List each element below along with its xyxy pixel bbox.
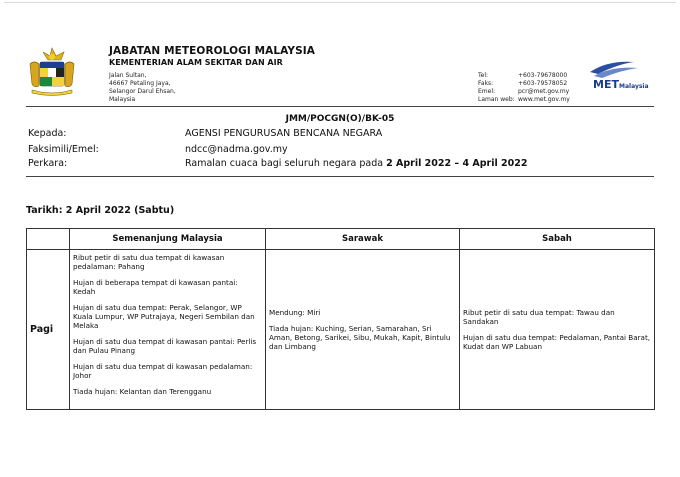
ministry-name: KEMENTERIAN ALAM SEKITAR DAN AIR	[109, 58, 283, 67]
contact-value: www.met.gov.my	[518, 96, 570, 103]
logo-text: MET	[593, 78, 619, 91]
to-value: AGENSI PENGURUSAN BENCANA NEGARA	[185, 128, 383, 139]
met-malaysia-logo-icon	[588, 58, 654, 92]
contact-key: Laman web:	[478, 96, 515, 103]
subject-value	[185, 158, 527, 169]
fax-value: ndcc@nadma.gov.my	[185, 144, 288, 155]
contact-row	[478, 88, 570, 96]
forecast-entry: Tiada hujan: Kelantan dan Terengganu	[73, 387, 212, 396]
forecast-entry: Hujan di satu dua tempat di kawasan pantai: Perlis dan Pulau Pinang	[73, 337, 257, 355]
to-label: Kepada:	[28, 128, 67, 139]
page-edge	[4, 2, 676, 3]
contact-key: Faks:	[478, 80, 494, 87]
table-row	[27, 250, 655, 410]
address-line: Selangor Darul Ehsan,	[109, 88, 176, 95]
subject-text: Ramalan cuaca bagi seluruh negara pada	[185, 158, 387, 169]
contact-value: pcr@met.gov.my	[518, 88, 570, 95]
address-line: 46667 Petaling Jaya,	[109, 80, 171, 87]
sabah-cell	[460, 250, 655, 410]
forecast-entry: Mendung: Miri	[269, 308, 321, 317]
column-header: Semenanjung Malaysia	[70, 229, 266, 250]
forecast-table	[26, 228, 655, 410]
table-header-row	[27, 229, 655, 250]
row-label: Pagi	[27, 250, 70, 410]
forecast-date: Tarikh: 2 April 2022 (Sabtu)	[26, 205, 175, 216]
subject-date-range: 2 April 2022 – 4 April 2022	[386, 158, 528, 169]
forecast-entry: Ribut petir di satu dua tempat: Tawau dan Sandakan	[463, 308, 615, 326]
sarawak-cell	[266, 250, 460, 410]
fax-label: Faksimili/Emel:	[28, 144, 99, 155]
contact-key: Tel:	[478, 72, 489, 79]
subject-label: Perkara:	[28, 158, 68, 169]
contact-row	[478, 80, 570, 88]
address-line: Jalan Sultan,	[109, 72, 147, 79]
reference-number: JMM/POCGN(O)/BK-05	[285, 114, 395, 124]
coat-of-arms-icon	[26, 46, 78, 98]
forecast-entry: Hujan di satu dua tempat: Perak, Selangor, WP Kuala Lumpur, WP Putrajaya, Negeri Sembilan dan Melaka	[73, 303, 255, 330]
forecast-entry: Hujan di satu dua tempat: Pedalaman, Pantai Barat, Kudat dan WP Labuan	[463, 333, 651, 351]
address-line: Malaysia	[109, 96, 136, 103]
contact-key: Emel:	[478, 88, 496, 95]
header-divider	[26, 106, 654, 107]
contact-block	[478, 72, 570, 104]
contact-value: +603-79678000	[518, 72, 568, 79]
logo-subtext: Malaysia	[619, 83, 649, 90]
agency-name: JABATAN METEOROLOGI MALAYSIA	[109, 45, 315, 57]
contact-row	[478, 72, 570, 80]
contact-value: +603-79578052	[518, 80, 568, 87]
address-block	[109, 72, 176, 104]
forecast-entry: Hujan di beberapa tempat di kawasan pantai: Kedah	[73, 278, 238, 296]
column-header: Sabah	[460, 229, 655, 250]
empty-header-cell	[27, 229, 70, 250]
forecast-entry: Hujan di satu dua tempat di kawasan pedalaman: Johor	[73, 362, 253, 380]
contact-row	[478, 96, 570, 104]
column-header: Sarawak	[266, 229, 460, 250]
forecast-entry: Ribut petir di satu dua tempat di kawasan pedalaman: Pahang	[73, 253, 225, 271]
semenanjung-cell	[70, 250, 266, 410]
memo-divider	[26, 176, 654, 177]
forecast-entry: Tiada hujan: Kuching, Serian, Samarahan, Sri Aman, Betong, Sarikei, Sibu, Mukah, Kapit, Bintulu dan Limbang	[269, 324, 451, 351]
